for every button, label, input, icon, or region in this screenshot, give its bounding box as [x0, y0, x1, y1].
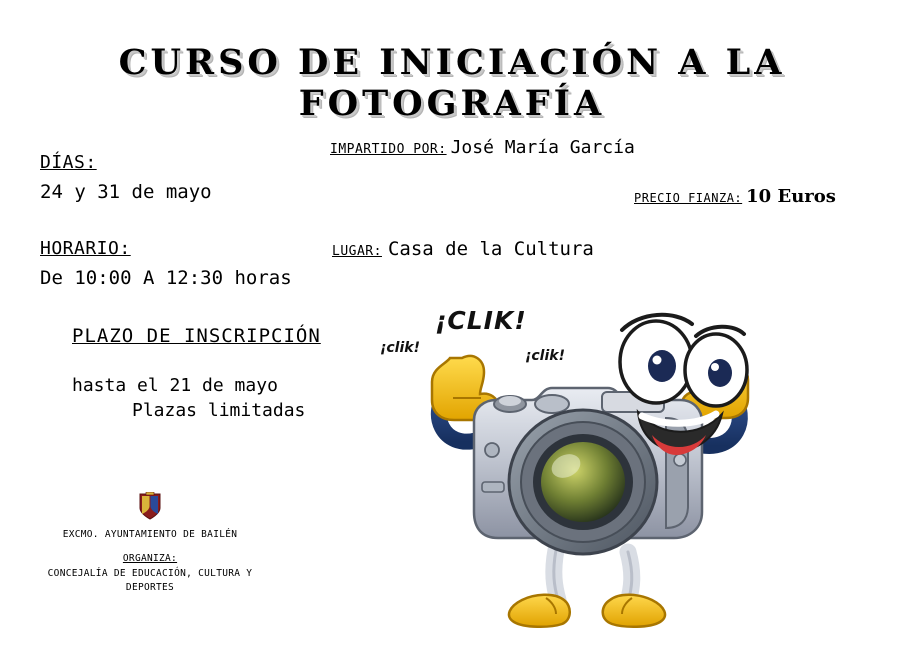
department-line-2: DEPORTES [125, 581, 175, 593]
clik-sound-right: ¡clik! [525, 348, 565, 364]
place-value: Casa de la Cultura [387, 238, 594, 260]
fee-value: 10 Euros [746, 186, 836, 207]
department-line-1: CONCEJALÍA DE EDUCACIÓN, CULTURA Y [47, 567, 253, 579]
days-label: DÍAS: [40, 152, 97, 173]
right-shoe [603, 595, 665, 627]
enrollment-limited-places: Plazas limitadas [132, 400, 306, 421]
instructor-value: José María García [450, 137, 635, 158]
days-field [40, 152, 212, 203]
instructor-label: IMPARTIDO POR: [330, 142, 447, 157]
camera-character-graphic [370, 300, 840, 640]
days-value: 24 y 31 de mayo [40, 181, 212, 203]
camera-mascot-illustration [370, 300, 840, 640]
city-hall-name: EXCMO. AYUNTAMIENTO DE BAILÉN [62, 529, 238, 540]
footer-block [20, 492, 280, 595]
schedule-value: De 10:00 A 12:30 horas [40, 267, 292, 289]
organiza-label: ORGANIZA: [122, 553, 178, 565]
coat-of-arms-icon [139, 492, 161, 520]
schedule-label: HORARIO: [40, 238, 131, 259]
place-label: LUGAR: [332, 244, 382, 259]
title-line-1: CURSO DE INICIACIÓN A LA [118, 42, 786, 83]
clik-sound-left: ¡clik! [380, 340, 420, 356]
schedule-field [40, 238, 292, 289]
title-line-2: FOTOGRAFÍA [298, 83, 606, 125]
left-shoe [509, 595, 570, 627]
mascot-eyes [620, 315, 747, 406]
fee-label: PRECIO FIANZA: [634, 191, 743, 205]
page-title [0, 42, 904, 125]
instructor-field [330, 137, 635, 158]
place-field [332, 238, 594, 260]
clik-sound-big: ¡CLIK! [435, 306, 527, 335]
enrollment-field [72, 325, 321, 421]
fee-field [634, 186, 836, 207]
enrollment-deadline: hasta el 21 de mayo [72, 375, 278, 396]
enrollment-label: PLAZO DE INSCRIPCIÓN [72, 325, 321, 347]
